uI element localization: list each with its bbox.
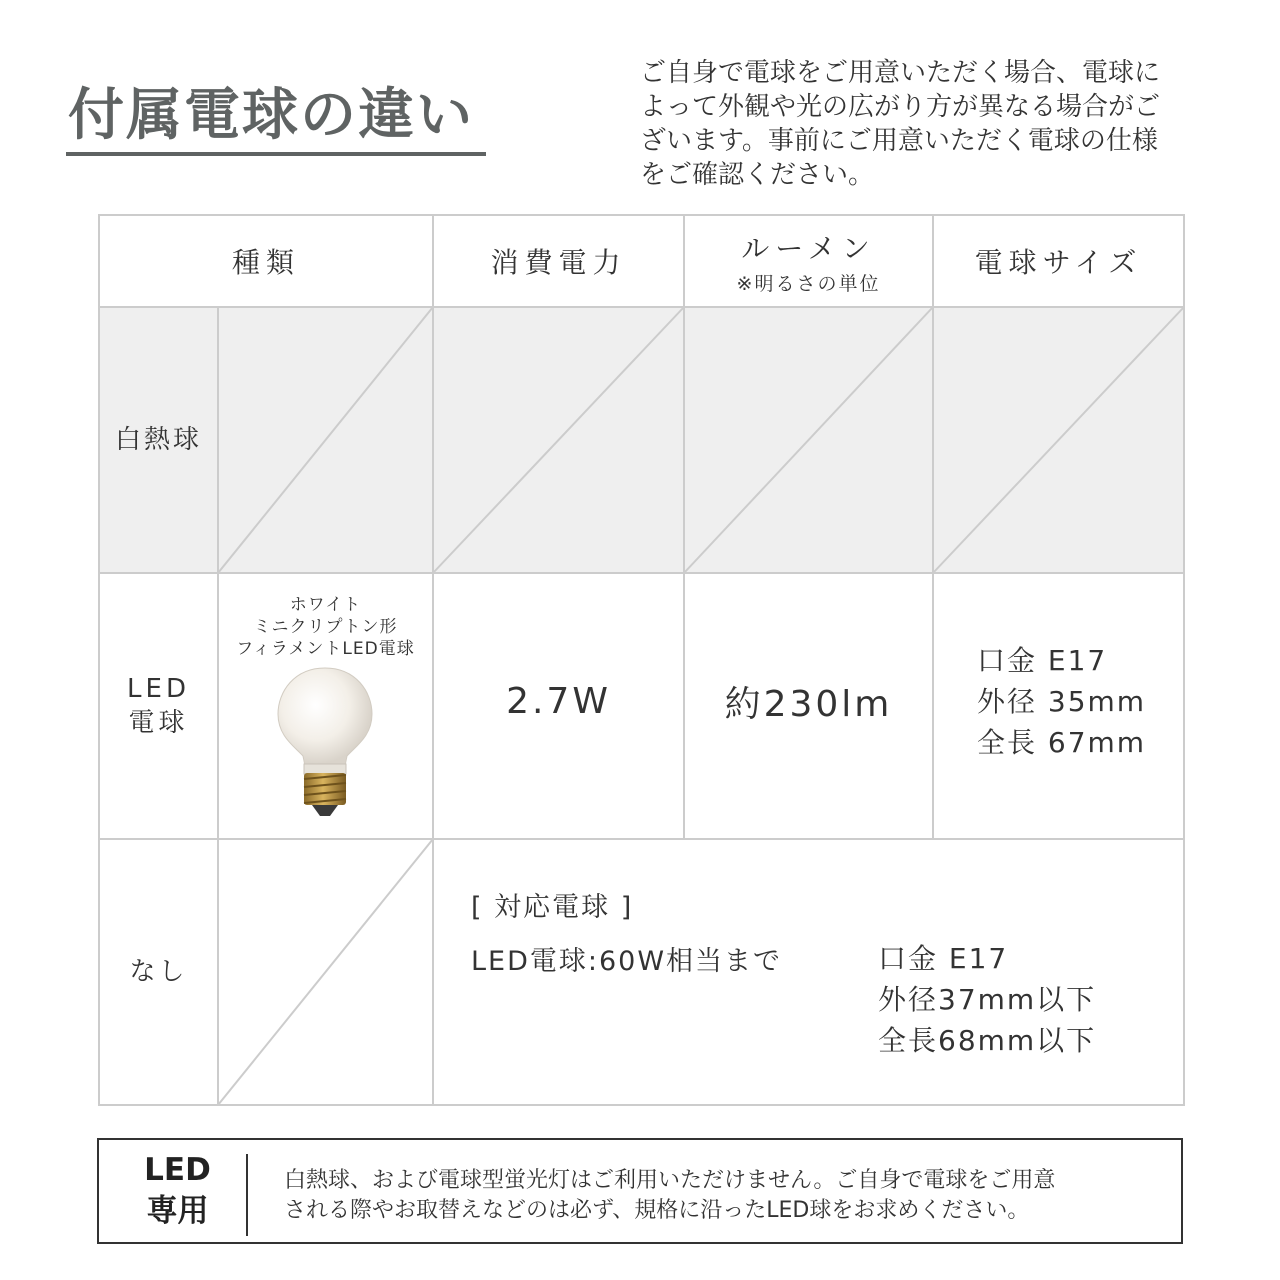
bulb-name-line: ミニクリプトン形	[253, 617, 398, 637]
row-label-text: なし	[129, 957, 188, 987]
row-label-none	[99, 839, 218, 1105]
compat-size-line: 口金 E17	[878, 942, 1009, 975]
led-only-tag	[130, 1150, 225, 1232]
header-lumen-label: ルーメン	[741, 231, 876, 265]
compat-title	[471, 887, 633, 928]
incandescent-row-shade	[99, 307, 1184, 573]
compat-text	[471, 941, 782, 982]
row-label-text: 白熱球	[114, 425, 202, 455]
header-size	[933, 215, 1184, 307]
row-label-led	[99, 573, 218, 839]
header-type	[99, 215, 433, 307]
led-size-line: 口金 E17	[977, 644, 1108, 677]
bulb-name	[218, 594, 433, 660]
note-line: される際やお取替えなどのは必ず、規格に沿ったLED球をお求めください。	[284, 1198, 1030, 1223]
intro-line: ざいます。事前にご用意いただく電球の仕様	[640, 126, 1158, 156]
compat-title-text: [ 対応電球 ]	[471, 892, 634, 923]
row-label-text: LED	[127, 674, 190, 704]
led-only-tag-line: 専用	[146, 1193, 209, 1229]
header-power	[433, 215, 684, 307]
compat-text-value: LED電球:60W相当まで	[471, 946, 783, 977]
led-power	[433, 573, 684, 829]
led-only-tag-line: LED	[144, 1152, 211, 1188]
compat-size	[878, 938, 1096, 1061]
intro-line: よって外観や光の広がり方が異なる場合がご	[640, 92, 1161, 122]
empty-cell-slash	[218, 839, 433, 1105]
row-label-text: 電球	[128, 708, 189, 738]
led-lumen	[684, 573, 933, 829]
led-size-line: 全長 67mm	[977, 726, 1147, 759]
row-label-incandescent	[99, 307, 218, 573]
header-type-label: 種類	[231, 246, 300, 279]
intro-line: ご自身で電球をご用意いただく場合、電球に	[640, 58, 1161, 88]
intro-line: をご確認ください。	[640, 160, 875, 190]
header-lumen-note: ※明るさの単位	[736, 272, 881, 295]
note-divider	[246, 1154, 248, 1236]
led-bulb-image	[270, 662, 380, 822]
bulb-name-line: ホワイト	[289, 595, 362, 615]
header-size-label: 電球サイズ	[974, 246, 1143, 279]
note-text	[284, 1166, 1055, 1226]
led-size-line: 外径 35mm	[977, 685, 1147, 718]
compat-size-line: 全長68mm以下	[878, 1024, 1097, 1057]
led-power-value: 2.7W	[506, 680, 611, 722]
page-title: 付属電球の違い	[68, 83, 474, 148]
header-power-label: 消費電力	[490, 246, 627, 279]
led-size	[977, 640, 1146, 763]
compat-size-line: 外径37mm以下	[878, 983, 1097, 1016]
led-lumen-value: 約230lm	[724, 683, 893, 725]
header-lumen	[684, 215, 933, 307]
bulb-name-line: フィラメントLED電球	[236, 639, 415, 659]
note-line: 白熱球、および電球型蛍光灯はご利用いただけません。ご自身で電球をご用意	[284, 1168, 1056, 1193]
